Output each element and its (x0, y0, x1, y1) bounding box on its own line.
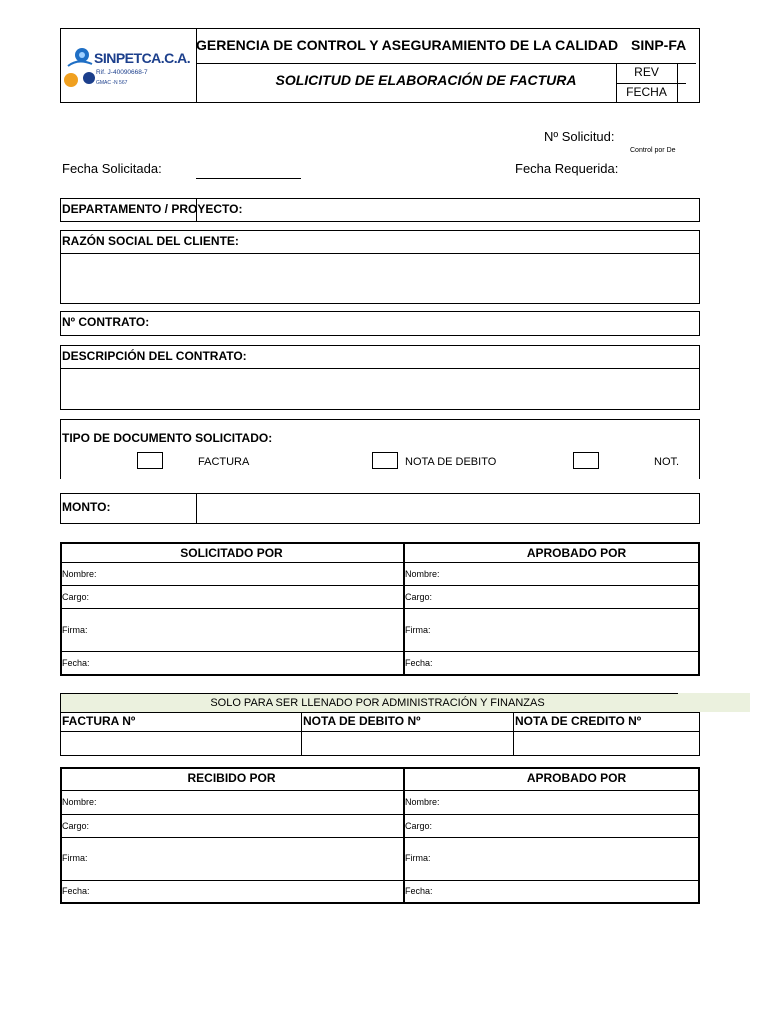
sig1-right-firma[interactable]: Firma: (405, 625, 431, 635)
sig2-left-cargo[interactable]: Cargo: (62, 821, 90, 831)
sig1-left-firma[interactable]: Firma: (62, 625, 88, 635)
descripcion-label: DESCRIPCIÓN DEL CONTRATO: (62, 349, 247, 363)
sig2-right-cargo[interactable]: Cargo: (405, 821, 433, 831)
sig1-right-cargo[interactable]: Cargo: (405, 592, 433, 602)
sig1-left-cargo[interactable]: Cargo: (62, 592, 90, 602)
company-title: GERENCIA DE CONTROL Y ASEGURAMIENTO DE LA CALIDAD (196, 37, 619, 53)
factura-checkbox[interactable] (137, 452, 163, 469)
aprobado-por-title-2: APROBADO POR (526, 771, 627, 785)
nota-credito-option-label: NOT. (654, 456, 680, 468)
contrato-field[interactable] (60, 311, 700, 336)
company-logo (62, 36, 194, 96)
solicitado-por-title: SOLICITADO POR (180, 546, 283, 560)
nota-debito-no-label: NOTA DE DEBITO Nº (303, 714, 421, 728)
departamento-label: DEPARTAMENTO / PROYECTO: (62, 202, 243, 216)
razon-social-label: RAZÓN SOCIAL DEL CLIENTE: (62, 234, 239, 248)
fecha-solicitada-label: Fecha Solicitada: (62, 161, 162, 176)
fecha-requerida-label: Fecha Requerida: (515, 161, 619, 176)
sig1-right-nombre[interactable]: Nombre: (405, 569, 440, 579)
logo-emblem-icon (62, 36, 194, 96)
sig2-left-firma[interactable]: Firma: (62, 853, 88, 863)
admin-banner-spill (678, 693, 750, 712)
logo-rif: Rif. J-40090668-7 (96, 69, 148, 76)
factura-no-input[interactable] (61, 732, 300, 755)
admin-banner-text: SOLO PARA SER LLENADO POR ADMINISTRACIÓN Y FINANZAS (210, 697, 545, 709)
recibido-por-title: RECIBIDO POR (187, 771, 276, 785)
tipo-documento-box (60, 419, 700, 479)
sig2-left-nombre[interactable]: Nombre: (62, 797, 97, 807)
sig1-left-fecha[interactable]: Fecha: (62, 658, 90, 668)
fecha-solicitada-line[interactable] (196, 178, 301, 179)
nota-debito-checkbox[interactable] (372, 452, 398, 469)
nota-debito-option-label: NOTA DE DEBITO (405, 456, 497, 468)
sig2-right-nombre[interactable]: Nombre: (405, 797, 440, 807)
fecha-label: FECHA (626, 85, 667, 99)
logo-brand: SINPETCA.C.A. (94, 50, 191, 66)
sig2-left-fecha[interactable]: Fecha: (62, 886, 90, 896)
sig1-left-nombre[interactable]: Nombre: (62, 569, 97, 579)
factura-no-label: FACTURA Nº (62, 714, 136, 728)
rev-label: REV (634, 65, 659, 79)
sig2-right-fecha[interactable]: Fecha: (405, 886, 433, 896)
contrato-label: Nº CONTRATO: (62, 315, 150, 329)
nota-credito-no-label: NOTA DE CREDITO Nº (515, 714, 642, 728)
monto-field[interactable] (60, 493, 700, 524)
solicitud-label: Nº Solicitud: (544, 129, 615, 144)
logo-cert: GMAC -N 567 (96, 80, 128, 86)
sig2-right-firma[interactable]: Firma: (405, 853, 431, 863)
monto-label: MONTO: (62, 500, 111, 514)
control-note: Control por De (630, 147, 676, 154)
nota-credito-checkbox[interactable] (573, 452, 599, 469)
aprobado-por-title: APROBADO POR (526, 546, 627, 560)
nota-debito-no-input[interactable] (302, 732, 512, 755)
form-code: SINP-FA (631, 37, 687, 53)
form-title: SOLICITUD DE ELABORACIÓN DE FACTURA (275, 72, 577, 88)
nota-credito-no-input[interactable] (514, 732, 699, 755)
sig1-right-fecha[interactable]: Fecha: (405, 658, 433, 668)
factura-option-label: FACTURA (198, 456, 250, 468)
tipo-documento-label: TIPO DE DOCUMENTO SOLICITADO: (62, 431, 273, 445)
signature-table-2 (60, 767, 700, 904)
